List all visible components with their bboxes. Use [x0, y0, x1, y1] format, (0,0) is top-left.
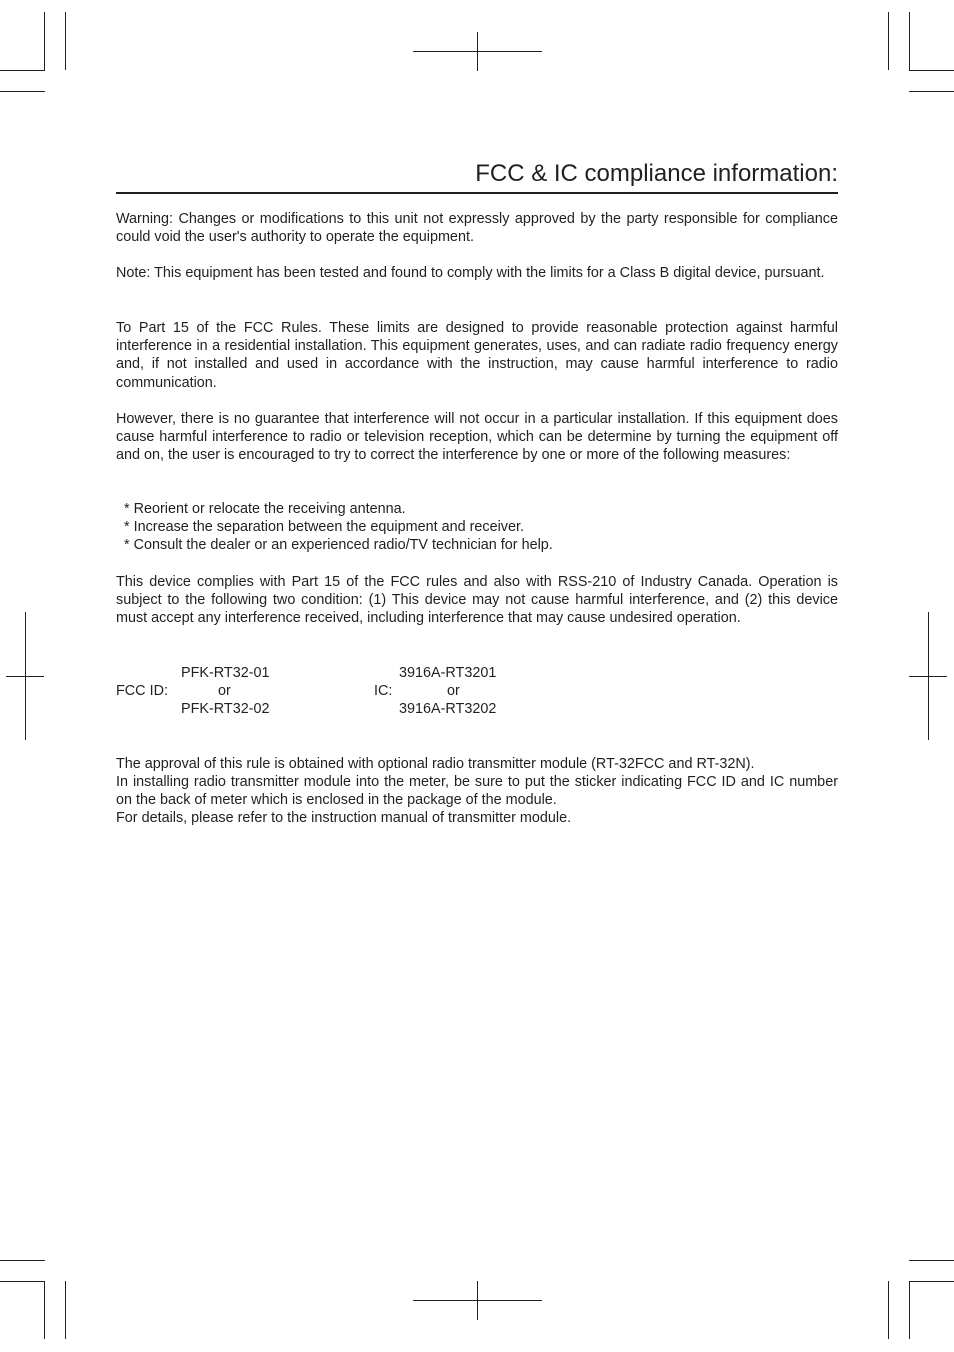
registration-mark-line: [477, 32, 478, 71]
crop-mark-line: [909, 1260, 954, 1261]
list-item: * Consult the dealer or an experienced radio/TV technician for help.: [124, 537, 553, 554]
crop-mark-line: [44, 12, 45, 70]
list-item: * Reorient or relocate the receiving antenna.: [124, 501, 406, 517]
crop-mark-line: [888, 12, 889, 70]
crop-mark-line: [909, 1281, 910, 1339]
fcc-id-label: FCC ID:: [116, 683, 168, 699]
crop-mark-line: [65, 1281, 66, 1339]
registration-mark-line: [909, 676, 947, 677]
warning-paragraph: Warning: Changes or modifications to this unit not expressly approved by the party responsible for compliance could void the user's authority to operate the equipment.: [116, 211, 838, 246]
fcc-id-or: or: [218, 683, 231, 699]
measures-list: [124, 500, 553, 555]
guarantee-paragraph: However, there is no guarantee that interference will not occur in a particular installation. If this equipment does cause harmful interference to radio or television reception, which can be determine by turning the equipment off and on, the user is encouraged to try to correct the interference by one or more of the following measures:: [116, 411, 838, 464]
approval-line: The approval of this rule is obtained with optional radio transmitter module (RT-32FCC and RT-32N).: [116, 756, 755, 772]
crop-mark-line: [0, 91, 45, 92]
crop-mark-line: [909, 12, 910, 70]
approval-line: For details, please refer to the instruction manual of transmitter module.: [116, 810, 572, 826]
complies-paragraph: This device complies with Part 15 of the FCC rules and also with RSS-210 of Industry Canada. Operation is subject to the following two condition: (1) This device may not cause harmful interference, and (2) this device must accept any interference received, including interference that may cause undesired operation.: [116, 574, 838, 627]
crop-mark-line: [909, 1281, 954, 1282]
crop-mark-line: [0, 1281, 45, 1282]
crop-mark-line: [65, 12, 66, 70]
part15-paragraph: To Part 15 of the FCC Rules. These limits are designed to provide reasonable protection against harmful interference in a residential installation. This equipment generates, uses, and can radiate radio frequency energy and, if not installed and used in accordance with the instruction, may cause harmful interference to radio communication.: [116, 320, 838, 391]
note-paragraph: Note: This equipment has been tested and found to comply with the limits for a Class B digital device, pursuant.: [116, 265, 825, 281]
ic-id-label: IC:: [374, 683, 393, 699]
ic-id-or: or: [447, 683, 460, 699]
fcc-id-value-2: PFK-RT32-02: [181, 701, 270, 717]
crop-mark-line: [909, 91, 954, 92]
crop-mark-line: [888, 1281, 889, 1339]
title-divider: [116, 192, 838, 194]
ic-id-value-2: 3916A-RT3202: [399, 701, 497, 717]
crop-mark-line: [909, 70, 954, 71]
page-title: FCC & IC compliance information:: [475, 160, 838, 187]
registration-mark-line: [6, 676, 44, 677]
approval-line: In installing radio transmitter module into the meter, be sure to put the sticker indicating FCC ID and IC number on the back of meter which is enclosed in the package of the module.: [116, 774, 838, 809]
crop-mark-line: [0, 1260, 45, 1261]
ic-id-value-1: 3916A-RT3201: [399, 665, 497, 681]
crop-mark-line: [0, 70, 45, 71]
crop-mark-line: [44, 1281, 45, 1339]
registration-mark-line: [477, 1281, 478, 1320]
list-item: * Increase the separation between the equipment and receiver.: [124, 519, 525, 536]
fcc-id-value-1: PFK-RT32-01: [181, 665, 270, 681]
